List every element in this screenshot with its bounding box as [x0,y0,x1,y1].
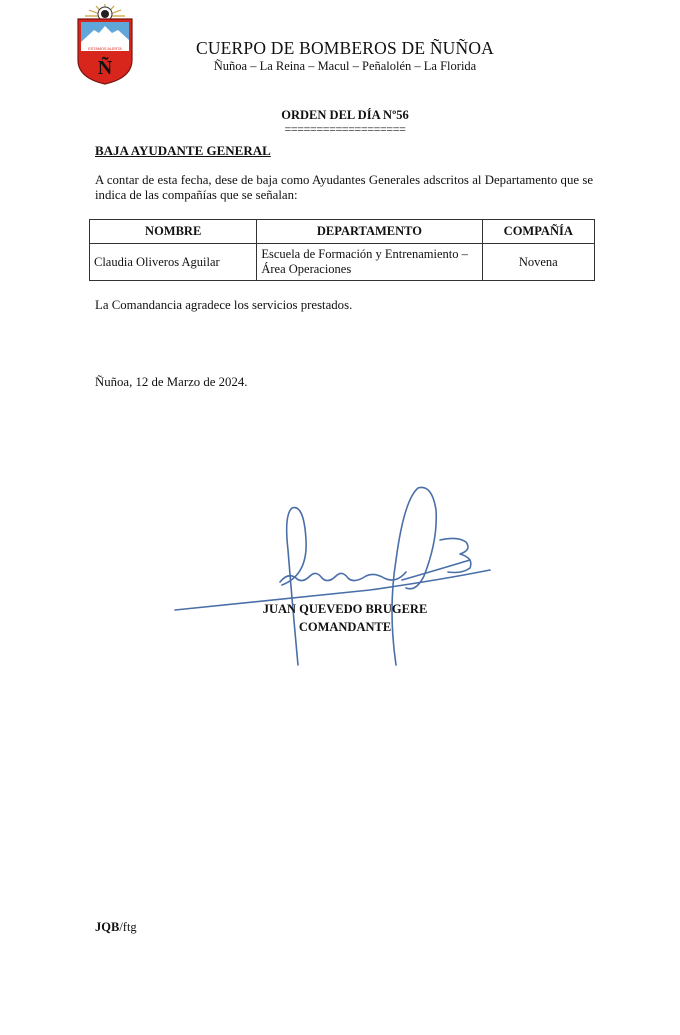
fire-department-crest-icon [74,2,136,86]
assignments-table [89,219,595,281]
order-title-rule: =================== [284,122,406,136]
section-title: BAJA AYUDANTE GENERAL [95,143,271,158]
handwritten-signature [170,480,510,670]
column-header-company: COMPAÑÍA [482,220,594,244]
thanks-line: La Comandancia agradece los servicios prestados. [95,298,353,312]
signatory-name: JUAN QUEVEDO BRUGERE [262,602,428,616]
table-header-row [90,220,595,244]
date-line: Ñuñoa, 12 de Marzo de 2024. [95,375,248,389]
crest-motto: ESTAMOS ALERTA [88,47,122,51]
column-header-department: DEPARTAMENTO [257,220,482,244]
crest-letter: Ñ [97,57,113,79]
order-title: ORDEN DEL DÍA Nº56 [281,108,409,122]
reference-initials [95,920,137,935]
table-row [90,244,595,281]
cell-company: Novena [482,244,594,281]
cell-department: Escuela de Formación y Entrenamiento – Área Operaciones [257,244,482,281]
column-header-name: NOMBRE [90,220,257,244]
organization-title: CUERPO DE BOMBEROS DE ÑUÑOA [195,38,495,58]
initials-bold: JQB [95,920,120,934]
cell-name: Claudia Oliveros Aguilar [90,244,257,281]
organization-communes: Ñuñoa – La Reina – Macul – Peñalolén – La Florida [213,59,477,73]
intro-paragraph: A contar de esta fecha, dese de baja como Ayudantes Generales adscritos al Departamento que se indica de las compañías que se señalan: [95,173,593,202]
initials-rest: /ftg [119,920,137,934]
signatory-role: COMANDANTE [298,620,392,634]
